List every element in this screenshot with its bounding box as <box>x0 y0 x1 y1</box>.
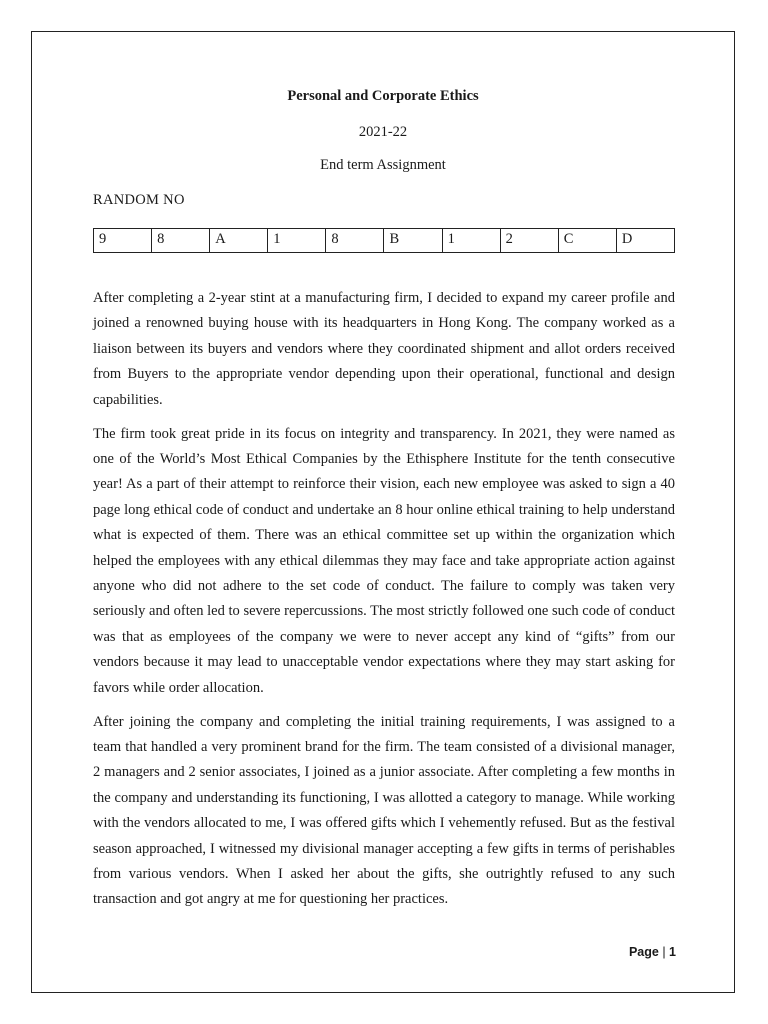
page-footer <box>629 945 676 959</box>
random-no-row <box>94 229 675 253</box>
random-no-label: RANDOM NO <box>93 192 185 208</box>
random-no-cell: A <box>210 229 268 253</box>
page-label: Page <box>628 945 659 959</box>
random-no-cell: B <box>384 229 442 253</box>
document-body <box>93 286 675 921</box>
body-paragraph: The firm took great pride in its focus on integrity and transparency. In 2021, they were named as one of the World’s Most Ethical Companies by the Ethisphere Institute for the tenth consecutive year! As a part of their attempt to reinforce their vision, each new employee was asked to sign a 40 page long ethical code of conduct and undertake an 8 hour online ethical training to help understand what is expected of them. There was an ethical committee set up within the organization which helped the employees with any ethical dilemmas they may face and take appropriate action against anyone who did not adhere to the set code of conduct. The failure to comply was taken very seriously and often led to severe repercussions. The most strictly followed one such code of conduct was that as employees of the company we were to never accept any kind of “gifts” from our vendors because it may lead to unacceptable vendor expectations where they may start asking for favors while order allocation. <box>93 425 675 696</box>
random-no-cell: 8 <box>326 229 384 253</box>
random-no-cell: 1 <box>442 229 500 253</box>
random-no-table <box>93 228 675 253</box>
page-number: 1 <box>669 945 676 959</box>
document-year: 2021-22 <box>358 124 408 140</box>
random-no-cell: D <box>616 229 674 253</box>
random-no-cell: 2 <box>500 229 558 253</box>
page-separator: | <box>662 945 666 959</box>
random-no-cell: 9 <box>94 229 152 253</box>
random-no-cell: 8 <box>152 229 210 253</box>
random-no-cell: C <box>558 229 616 253</box>
document-title: Personal and Corporate Ethics <box>287 88 479 104</box>
random-no-cell: 1 <box>268 229 326 253</box>
body-paragraph: After completing a 2-year stint at a manufacturing firm, I decided to expand my career profile and joined a renowned buying house with its headquarters in Hong Kong. The company worked as a liaison between its buyers and vendors where they coordinated shipment and allot orders received from Buyers to the appropriate vendor depending upon their operational, functional and design capabilities. <box>93 290 675 408</box>
document-subtitle: End term Assignment <box>320 157 446 173</box>
body-paragraph: After joining the company and completing the initial training requirements, I was assigned to a team that handled a very prominent brand for the firm. The team consisted of a divisional manager, 2 managers and 2 senior associates, I joined as a junior associate. After completing a few months in the company and understanding its functioning, I was allotted a category to manage. While working with the vendors allocated to me, I was offered gifts which I vehemently refused. But as the festival season approached, I witnessed my divisional manager accepting a few gifts in terms of perishables from various vendors. When I asked her about the gifts, she outrightly refused to any such transaction and got angry at me for questioning her practices. <box>93 713 675 908</box>
